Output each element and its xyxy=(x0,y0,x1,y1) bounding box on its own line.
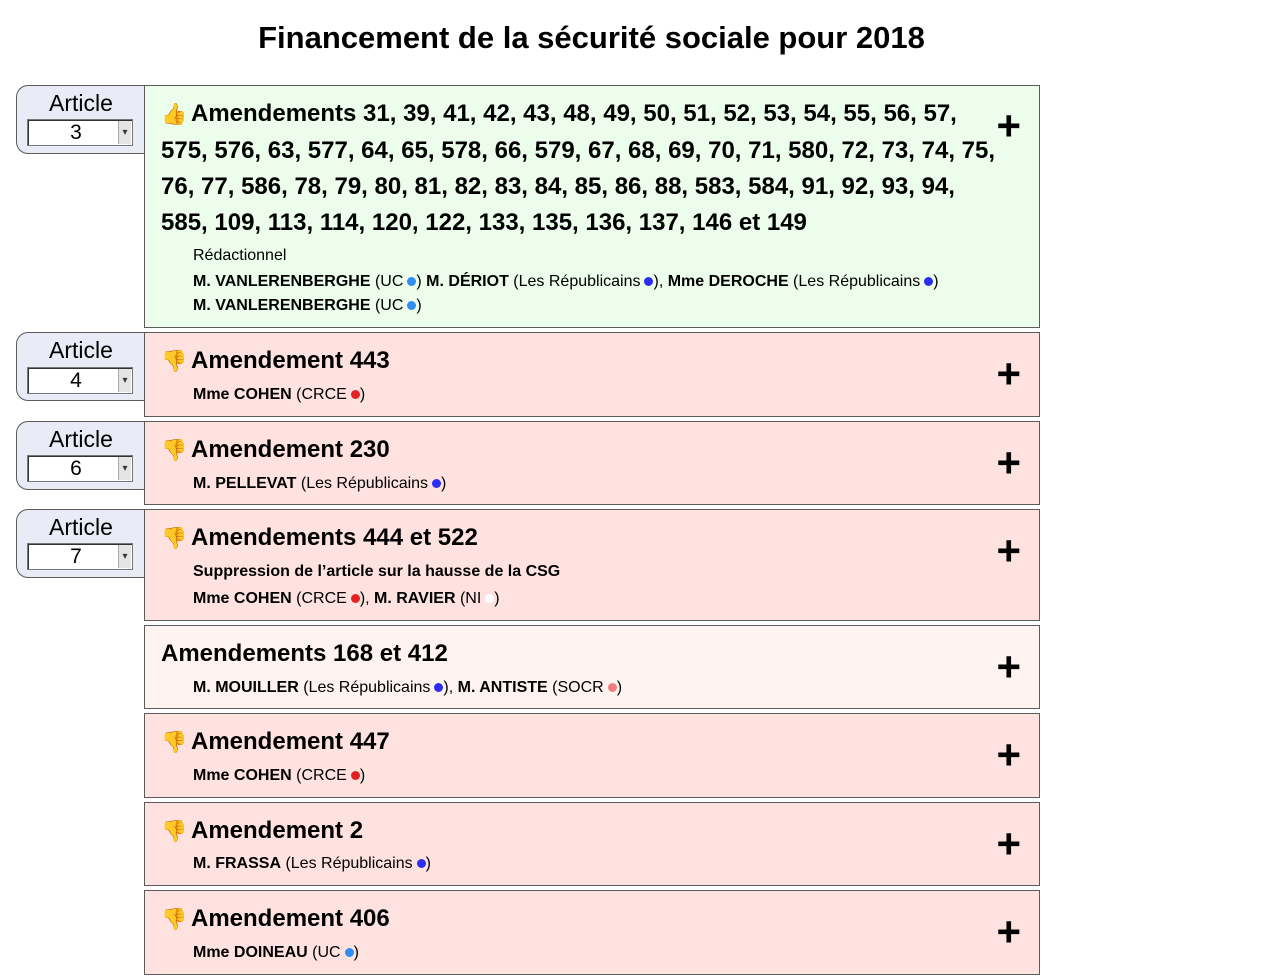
lr-dot-icon xyxy=(432,479,441,488)
deputies-line: M. FRASSA (Les Républicains ) xyxy=(193,855,431,872)
thumbs-down-icon: 👎 xyxy=(161,527,188,550)
deputy-group: Les Républicains xyxy=(798,273,921,290)
amendment-title-text: Amendements 444 et 522 xyxy=(191,524,478,551)
deputy-name[interactable]: Mme DOINEAU xyxy=(193,944,308,961)
crce-dot-icon xyxy=(351,594,360,603)
expand-icon[interactable]: + xyxy=(996,908,1021,955)
amendment-card[interactable] xyxy=(144,890,1040,975)
amendment-title-text: Amendements 168 et 412 xyxy=(161,640,448,667)
amendment-card[interactable] xyxy=(144,802,1040,886)
deputy-group: Les Républicains xyxy=(308,679,431,696)
deputy-name[interactable]: M. VANLERENBERGHE xyxy=(193,273,371,290)
deputies-line: Mme DOINEAU (UC ) xyxy=(193,944,359,961)
deputy-group: UC xyxy=(380,297,404,314)
uc-dot-icon xyxy=(407,301,416,310)
deputy-group: UC xyxy=(317,944,341,961)
article-select[interactable] xyxy=(27,455,133,482)
amendment-card[interactable] xyxy=(144,332,1040,417)
article-number: 4 xyxy=(70,369,82,392)
amendment-title xyxy=(161,520,1001,557)
deputies-line: Mme COHEN (CRCE ), M. RAVIER (NI ) xyxy=(193,590,500,607)
deputy-group: SOCR xyxy=(557,679,604,696)
expand-icon[interactable]: + xyxy=(996,820,1021,867)
amendment-title xyxy=(161,813,1001,850)
article-selector-3[interactable] xyxy=(16,85,144,154)
deputies-line: Mme COHEN (CRCE ) xyxy=(193,386,366,403)
article-selector-7[interactable] xyxy=(16,509,144,578)
lr-dot-icon xyxy=(434,683,443,692)
deputy-name[interactable]: Mme COHEN xyxy=(193,386,292,403)
deputies-line: Mme COHEN (CRCE ) xyxy=(193,767,366,784)
chevron-down-icon[interactable]: ▾ xyxy=(118,369,131,392)
chevron-down-icon[interactable]: ▾ xyxy=(118,121,131,144)
amendment-title-text: Amendement 406 xyxy=(191,905,390,932)
deputy-name[interactable]: Mme DEROCHE xyxy=(667,273,789,290)
crce-dot-icon xyxy=(351,390,360,399)
article-number: 6 xyxy=(70,457,82,480)
expand-icon[interactable]: + xyxy=(996,439,1021,486)
thumbs-down-icon: 👎 xyxy=(161,908,188,931)
deputies-line: M. MOUILLER (Les Républicains ), M. ANTISTE (SOCR ) xyxy=(193,679,623,696)
amendment-card[interactable] xyxy=(144,625,1040,709)
thumbs-up-icon: 👍 xyxy=(161,103,188,126)
deputy-group: NI xyxy=(465,590,482,607)
expand-icon[interactable]: + xyxy=(996,350,1021,397)
article-number: 7 xyxy=(70,545,82,568)
deputy-name[interactable]: M. DÉRIOT xyxy=(426,273,509,290)
deputy-group: UC xyxy=(380,273,404,290)
amendment-subtitle: Rédactionnel xyxy=(193,247,287,264)
amendment-title xyxy=(161,343,1001,380)
amendment-title-text: Amendement 2 xyxy=(191,817,364,844)
amendment-title xyxy=(161,96,1001,241)
thumbs-down-icon: 👎 xyxy=(161,439,188,462)
amendment-title xyxy=(161,432,1001,469)
deputy-name[interactable]: M. PELLEVAT xyxy=(193,475,297,492)
lr-dot-icon xyxy=(644,277,653,286)
expand-icon[interactable]: + xyxy=(996,527,1021,574)
amendment-card[interactable] xyxy=(144,713,1040,798)
deputy-name[interactable]: M. VANLERENBERGHE xyxy=(193,297,371,314)
amendment-title xyxy=(161,724,1001,761)
expand-icon[interactable]: + xyxy=(996,102,1021,149)
article-select[interactable] xyxy=(27,367,133,394)
amendment-title-text: Amendement 447 xyxy=(191,728,390,755)
deputy-name[interactable]: Mme COHEN xyxy=(193,590,292,607)
lr-dot-icon xyxy=(417,859,426,868)
expand-icon[interactable]: + xyxy=(996,643,1021,690)
article-label: Article xyxy=(49,514,113,540)
deputy-name[interactable]: M. RAVIER xyxy=(374,590,456,607)
chevron-down-icon[interactable]: ▾ xyxy=(118,457,131,480)
deputy-name[interactable]: M. FRASSA xyxy=(193,855,281,872)
article-label: Article xyxy=(49,337,113,363)
ni-dot-icon xyxy=(485,594,494,603)
deputy-group: Les Républicains xyxy=(290,855,413,872)
amendment-title xyxy=(161,636,1001,672)
article-select[interactable] xyxy=(27,543,133,570)
expand-icon[interactable]: + xyxy=(996,731,1021,778)
socr-dot-icon xyxy=(608,683,617,692)
deputy-group: Les Républicains xyxy=(518,273,641,290)
amendment-title-text: Amendements 31, 39, 41, 42, 43, 48, 49, 50, 51, 52, 53, 54, 55, 56, 57, 575, 576, 63, 577, 64, 65, 578, 66, 579, 67, 68, 69, 70, 71, 580, 72, 73, 74, 75, 76, 77, 586, 78, 79, 80, 81, 82, 83, 84, 85, 86, 88, 583, 584, 91, 92, 93, 94, 585, 109, 113, 114, 120, 122, 133, 135, 136, 137, 146 et 149 xyxy=(161,100,996,236)
article-select[interactable] xyxy=(27,119,133,146)
deputy-name[interactable]: Mme COHEN xyxy=(193,767,292,784)
deputy-name[interactable]: M. MOUILLER xyxy=(193,679,299,696)
amendment-title-text: Amendement 230 xyxy=(191,436,390,463)
article-selector-6[interactable] xyxy=(16,421,144,490)
thumbs-down-icon: 👎 xyxy=(161,350,188,373)
deputy-group: Les Républicains xyxy=(306,475,429,492)
deputy-group: CRCE xyxy=(301,386,347,403)
deputies-line: M. VANLERENBERGHE (UC ) xyxy=(193,297,422,314)
deputy-group: CRCE xyxy=(301,767,347,784)
amendment-card[interactable] xyxy=(144,85,1040,328)
amendment-title-text: Amendement 443 xyxy=(191,347,390,374)
deputy-group: CRCE xyxy=(301,590,347,607)
thumbs-down-icon: 👎 xyxy=(161,820,188,843)
deputy-name[interactable]: M. ANTISTE xyxy=(457,679,548,696)
article-selector-4[interactable] xyxy=(16,332,144,401)
thumbs-down-icon: 👎 xyxy=(161,731,188,754)
amendment-subtitle: Suppression de l’article sur la hausse de la CSG xyxy=(193,563,561,580)
chevron-down-icon[interactable]: ▾ xyxy=(118,545,131,568)
amendment-card[interactable] xyxy=(144,509,1040,621)
amendment-card[interactable] xyxy=(144,421,1040,505)
deputies-line: M. PELLEVAT (Les Républicains ) xyxy=(193,475,447,492)
page-title: Financement de la sécurité sociale pour 2018 xyxy=(258,20,925,55)
article-number: 3 xyxy=(70,121,82,144)
uc-dot-icon xyxy=(345,948,354,957)
amendment-title xyxy=(161,901,1001,938)
article-label: Article xyxy=(49,90,113,116)
crce-dot-icon xyxy=(351,771,360,780)
article-label: Article xyxy=(49,426,113,452)
deputies-line: M. VANLERENBERGHE (UC ) M. DÉRIOT (Les Républicains ), Mme DEROCHE (Les Républicains ) xyxy=(193,273,939,290)
lr-dot-icon xyxy=(924,277,933,286)
uc-dot-icon xyxy=(407,277,416,286)
